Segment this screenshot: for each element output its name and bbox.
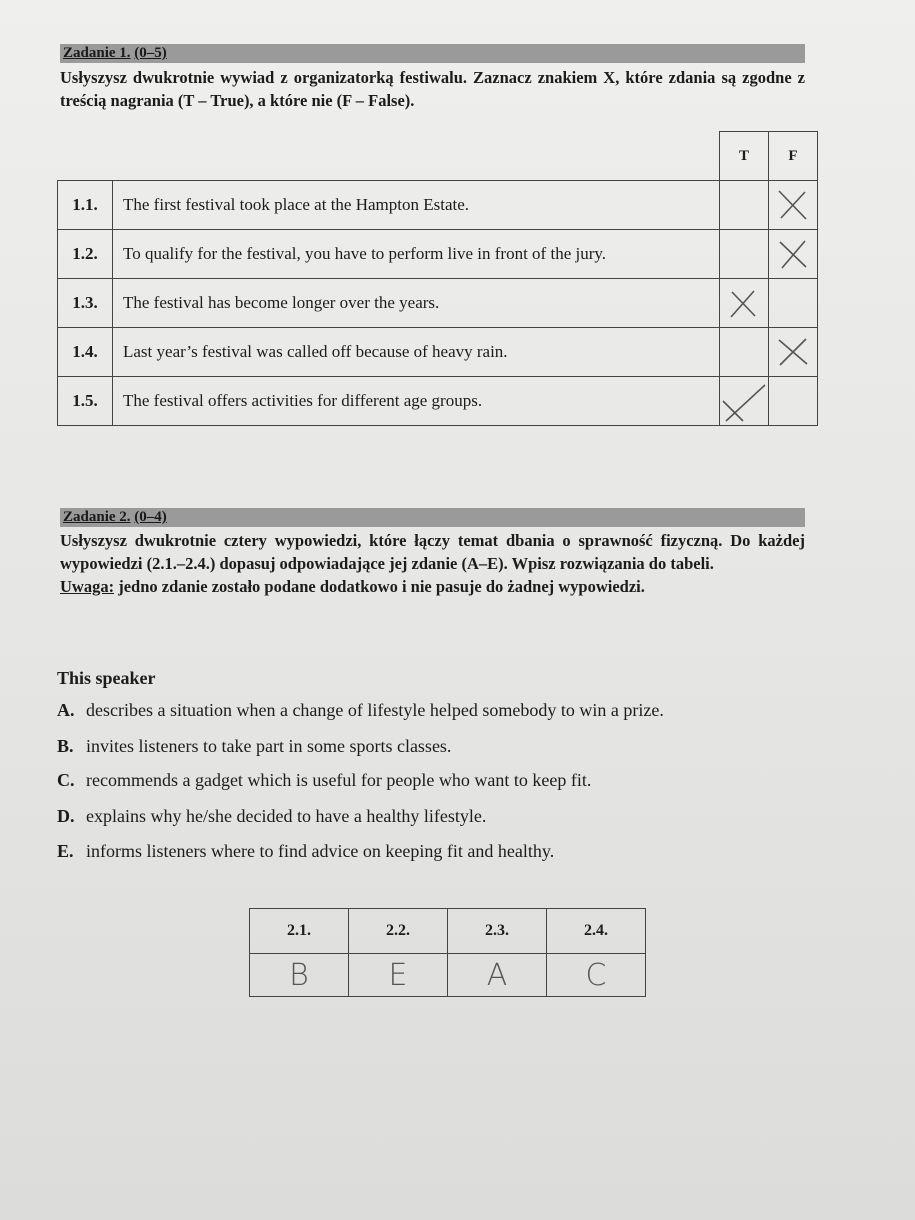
option-text: recommends a gadget which is useful for people who want to keep fit. [86, 770, 592, 790]
row-number: 1.3. [58, 279, 113, 328]
table-row [58, 181, 818, 230]
answer-cell[interactable]: B [250, 954, 349, 997]
note-label: Uwaga: [60, 577, 115, 596]
task1-title: Zadanie 1. [63, 45, 131, 61]
answer-header: 2.1. [250, 909, 349, 954]
task2-instruction [60, 529, 805, 598]
t-cell[interactable] [720, 279, 769, 328]
answer-table [249, 908, 646, 997]
table-row [58, 279, 818, 328]
task1-points: (0–5) [134, 45, 167, 61]
option-letter: A. [57, 700, 75, 720]
f-cell[interactable] [769, 328, 818, 377]
task1-header [60, 44, 805, 63]
task2-title: Zadanie 2. [63, 509, 131, 525]
col-t-header: T [720, 132, 769, 181]
handwritten-x-mark [775, 237, 811, 271]
answer-cell[interactable]: A [448, 954, 547, 997]
t-cell[interactable] [720, 230, 769, 279]
option-item [57, 841, 554, 862]
handwritten-x-mark [775, 188, 811, 222]
answer-row [250, 954, 646, 997]
option-letter: E. [57, 841, 74, 861]
answer-header-row [250, 909, 646, 954]
task1-instruction: Usłyszysz dwukrotnie wywiad z organizatorką festiwalu. Zaznacz znakiem X, które zdania są zgodne z treścią nagrania (T – True), a które nie (F – False). [60, 68, 805, 110]
handwritten-x-mark [721, 379, 767, 423]
option-item [57, 736, 451, 757]
f-cell[interactable] [769, 181, 818, 230]
t-cell[interactable] [720, 181, 769, 230]
handwritten-x-mark [726, 286, 762, 320]
row-statement: Last year’s festival was called off because of heavy rain. [113, 328, 720, 377]
option-item [57, 770, 591, 791]
task2-header [60, 508, 805, 527]
task2-instruction-text: Usłyszysz dwukrotnie cztery wypowiedzi, które łączy temat dbania o sprawność fizyczną. Do każdej wypowiedzi (2.1.–2.4.) dopasuj odpowiadające jej zdanie (A–E). Wpisz rozwiązania do tabeli. [60, 531, 805, 573]
table-row [58, 230, 818, 279]
option-text: informs listeners where to find advice on keeping fit and healthy. [86, 841, 555, 861]
answer-cell[interactable]: E [349, 954, 448, 997]
row-statement: The festival offers activities for different age groups. [113, 377, 720, 426]
t-cell[interactable] [720, 328, 769, 377]
col-f-header: F [769, 132, 818, 181]
row-number: 1.4. [58, 328, 113, 377]
option-letter: B. [57, 736, 74, 756]
table-row [58, 328, 818, 377]
row-statement: The festival has become longer over the years. [113, 279, 720, 328]
option-text: describes a situation when a change of lifestyle helped somebody to win a prize. [86, 700, 664, 720]
speaker-title: This speaker [57, 668, 156, 688]
f-cell[interactable] [769, 230, 818, 279]
handwritten-x-mark [775, 335, 811, 369]
task2-points: (0–4) [134, 509, 167, 525]
option-item [57, 806, 486, 827]
option-item [57, 700, 664, 721]
answer-header: 2.2. [349, 909, 448, 954]
option-text: explains why he/she decided to have a healthy lifestyle. [86, 806, 487, 826]
option-letter: C. [57, 770, 75, 790]
row-number: 1.5. [58, 377, 113, 426]
f-cell[interactable] [769, 279, 818, 328]
row-number: 1.1. [58, 181, 113, 230]
row-number: 1.2. [58, 230, 113, 279]
row-statement: The first festival took place at the Hampton Estate. [113, 181, 720, 230]
answer-cell[interactable]: C [547, 954, 646, 997]
option-letter: D. [57, 806, 75, 826]
note-text: jedno zdanie zostało podane dodatkowo i nie pasuje do żadnej wypowiedzi. [114, 577, 645, 596]
f-cell[interactable] [769, 377, 818, 426]
answer-header: 2.3. [448, 909, 547, 954]
option-text: invites listeners to take part in some sports classes. [86, 736, 452, 756]
tf-header-row [58, 132, 818, 181]
row-statement: To qualify for the festival, you have to perform live in front of the jury. [113, 230, 720, 279]
true-false-table [57, 131, 818, 426]
t-cell[interactable] [720, 377, 769, 426]
table-row [58, 377, 818, 426]
answer-header: 2.4. [547, 909, 646, 954]
